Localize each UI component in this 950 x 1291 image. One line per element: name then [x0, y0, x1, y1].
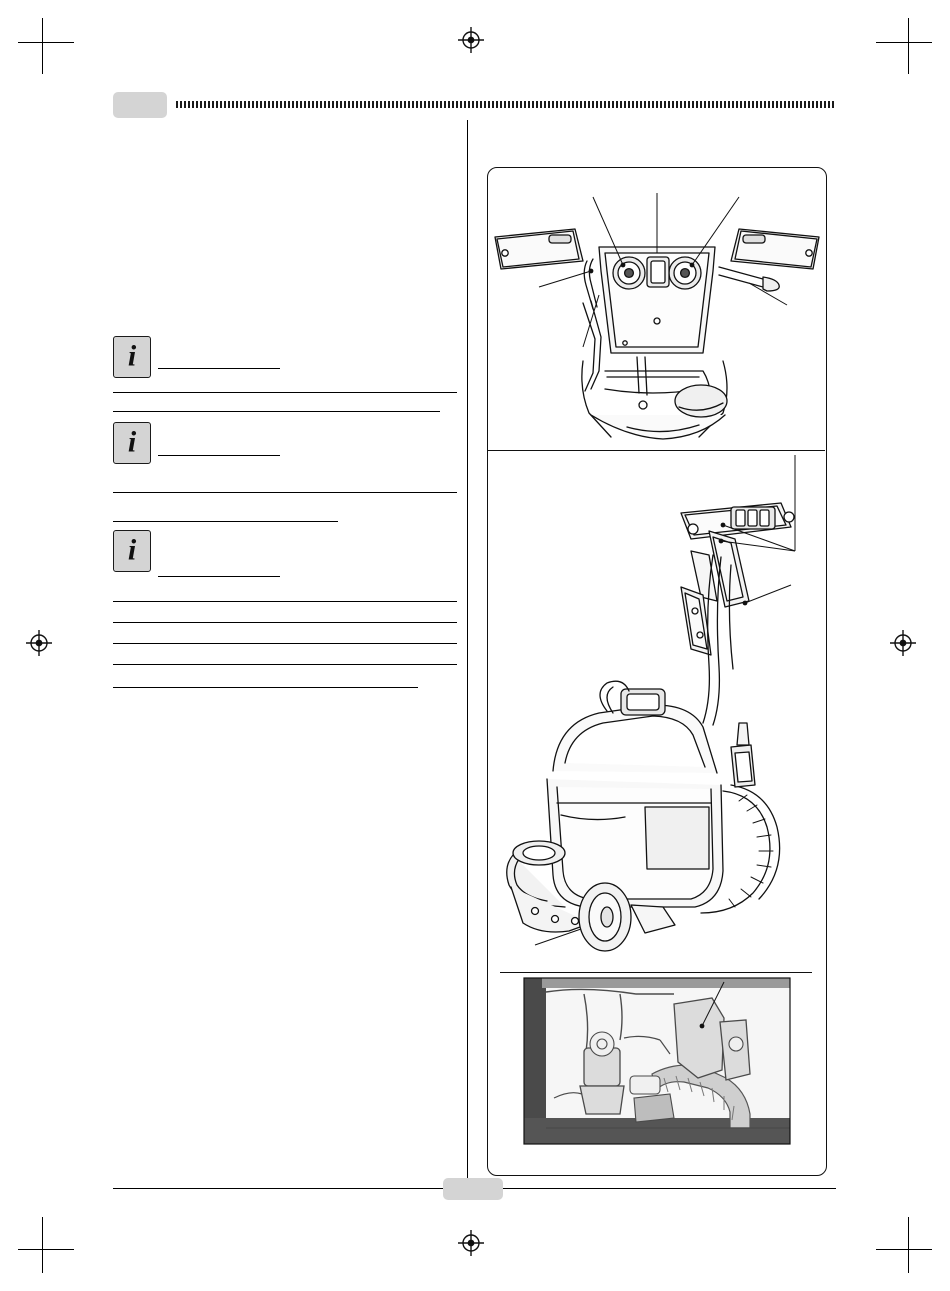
note-body-rule	[113, 643, 457, 644]
crop-mark-top-left-h	[18, 42, 74, 43]
info-icon-glyph: i	[127, 533, 137, 567]
note-body-rule	[113, 521, 338, 522]
control-panel-handlebar-view	[487, 175, 827, 451]
underside-detail-photo	[524, 978, 790, 1144]
footer-page-tab	[443, 1178, 503, 1200]
crop-mark-top-left-v	[42, 18, 43, 74]
info-icon	[113, 422, 151, 464]
registration-mark-bottom	[458, 1230, 484, 1256]
header-dotted-rule	[176, 101, 836, 108]
note-body-rule	[113, 492, 457, 493]
crop-mark-top-right-v	[908, 18, 909, 74]
machine-side-view-with-handle	[495, 455, 820, 967]
note-body-rule	[113, 664, 457, 665]
crop-mark-top-right-h	[876, 42, 932, 43]
column-divider	[467, 120, 468, 1180]
note-body-rule	[113, 622, 457, 623]
note-title-rule	[158, 455, 280, 456]
registration-mark-left	[26, 630, 52, 656]
header-chapter-tab	[113, 92, 167, 118]
registration-mark-top	[458, 27, 484, 53]
registration-mark-right	[890, 630, 916, 656]
note-title-rule	[158, 576, 280, 577]
note-body-rule	[113, 411, 440, 412]
crop-mark-bottom-right-v	[908, 1217, 909, 1273]
crop-mark-bottom-left-v	[42, 1217, 43, 1273]
info-icon	[113, 530, 151, 572]
info-icon	[113, 336, 151, 378]
note-title-rule	[158, 368, 280, 369]
info-icon-glyph: i	[127, 339, 137, 373]
note-body-rule	[113, 601, 457, 602]
crop-mark-bottom-left-h	[18, 1249, 74, 1250]
info-icon-glyph: i	[127, 425, 137, 459]
crop-mark-bottom-right-h	[876, 1249, 932, 1250]
figure-panel-separator-2	[500, 972, 812, 973]
note-body-rule	[113, 687, 418, 688]
note-body-rule	[113, 392, 457, 393]
